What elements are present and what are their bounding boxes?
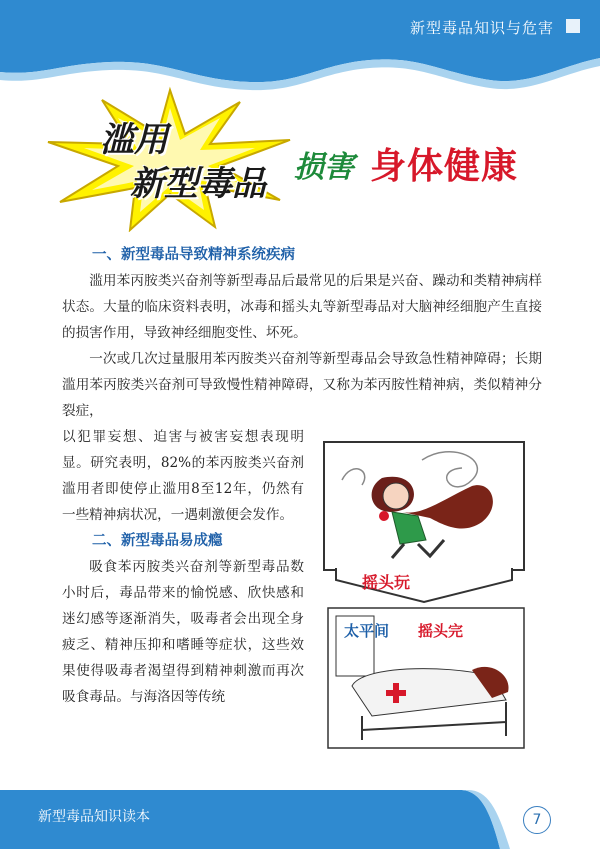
section1-heading: 一、新型毒品导致精神系统疾病 bbox=[92, 247, 295, 263]
section2-heading: 二、新型毒品易成瘾 bbox=[92, 533, 223, 549]
footer-book-title: 新型毒品知识读本 bbox=[38, 809, 150, 825]
header-square-icon bbox=[566, 19, 580, 33]
cartoon-label-right: 摇头完 bbox=[418, 622, 464, 640]
title-line-harm: 损害 bbox=[294, 150, 354, 185]
title-area bbox=[40, 82, 560, 232]
title-line-health: 身体健康 bbox=[370, 146, 519, 187]
cartoon-illustration bbox=[322, 440, 528, 752]
title-line-new-drugs: 新型毒品 bbox=[130, 164, 266, 204]
title-line-abuse: 滥用 bbox=[100, 120, 168, 160]
page-number: 7 bbox=[523, 806, 551, 834]
cartoon-label-top: 摇头玩 bbox=[362, 573, 411, 592]
section2-paragraph1: 吸食苯丙胺类兴奋剂等新型毒品数小时后，毒品带来的愉悦感、欣快感和迷幻感等逐渐消失，吸毒者会出现全身疲乏、精神压抑和嗜睡等症状，这些效果使得吸毒者渴望得到精神刺激而再次吸食毒品。与海洛因等传统 bbox=[62, 559, 304, 705]
header-title: 新型毒品知识与危害 bbox=[409, 19, 554, 37]
section1-paragraph2b: 以犯罪妄想、迫害与被害妄想表现明显。研究表明，82%的苯丙胺类兴奋剂滥用者即使停止滥用8至12年，仍然有一些精神病状况，一遇刺激便会发作。 bbox=[62, 429, 304, 523]
section1-paragraph1: 滥用苯丙胺类兴奋剂等新型毒品后最常见的后果是兴奋、躁动和类精神病样状态。大量的临床资料表明，冰毒和摇头丸等新型毒品对大脑神经细胞产生直接的损害作用，导致神经细胞变性、坏死。 bbox=[62, 273, 542, 341]
cartoon-label-mid: 太平间 bbox=[344, 622, 390, 640]
section1-paragraph2a: 一次或几次过量服用苯丙胺类兴奋剂等新型毒品会导致急性精神障碍；长期滥用苯丙胺类兴奋剂可导致慢性精神障碍，又称为苯丙胺性精神病，类似精神分裂症， bbox=[62, 351, 542, 419]
